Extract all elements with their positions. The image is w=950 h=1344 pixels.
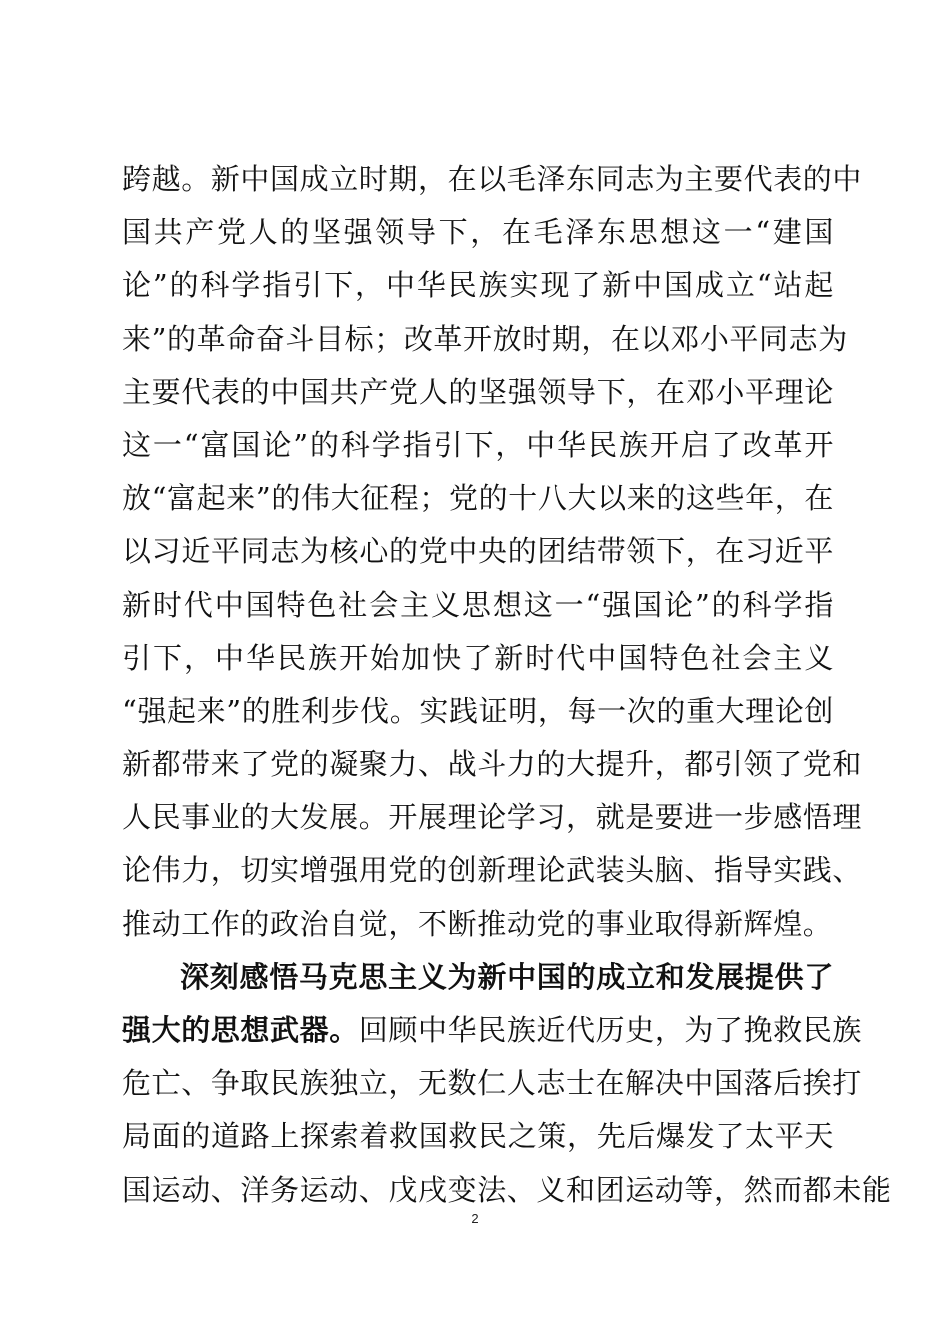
text-line: 新都带来了党的凝聚力、战斗力的大提升，都引领了党和 xyxy=(122,747,863,782)
text-line xyxy=(122,1004,863,1057)
text-line: 这一“富国论”的科学指引下，中华民族开启了改革开 xyxy=(122,427,834,462)
text-line: 以习近平同志为核心的党中央的团结带领下，在习近平 xyxy=(122,534,834,569)
text-line: 国运动、洋务运动、戊戌变法、义和团运动等，然而都未能 xyxy=(122,1172,892,1207)
body-text xyxy=(122,153,892,1217)
text-line: 引下，中华民族开始加快了新时代中国特色社会主义 xyxy=(122,640,834,675)
text-line: 论”的科学指引下，中华民族实现了新中国成立“站起 xyxy=(122,268,834,303)
text-line: 国共产党人的坚强领导下，在毛泽东思想这一“建国 xyxy=(122,215,834,250)
text-line: 放“富起来”的伟大征程；党的十八大以来的这些年，在 xyxy=(122,481,834,516)
text-line: 来”的革命奋斗目标；改革开放时期，在以邓小平同志为 xyxy=(122,321,848,356)
text-line: 危亡、争取民族独立，无数仁人志士在解决中国落后挨打 xyxy=(122,1066,863,1101)
text-line: 局面的道路上探索着救国救民之策，先后爆发了太平天 xyxy=(122,1119,834,1154)
text-line: “强起来”的胜利步伐。实践证明，每一次的重大理论创 xyxy=(122,693,834,728)
text-line: 人民事业的大发展。开展理论学习，就是要进一步感悟理 xyxy=(122,800,863,835)
section-heading-end: 强大的思想武器。 xyxy=(122,1013,359,1047)
text-segment: 回顾中华民族近代历史，为了挽救民族 xyxy=(358,1013,863,1047)
text-line: 跨越。新中国成立时期，在以毛泽东同志为主要代表的中 xyxy=(122,162,863,196)
text-line: 新时代中国特色社会主义思想这一“强国论”的科学指 xyxy=(122,587,834,622)
section-heading: 深刻感悟马克思主义为新中国的成立和发展提供了 xyxy=(180,959,834,994)
page-number: 2 xyxy=(471,1211,479,1226)
text-line: 推动工作的政治自觉，不断推动党的事业取得新辉煌。 xyxy=(122,906,833,941)
text-line: 主要代表的中国共产党人的坚强领导下，在邓小平理论 xyxy=(122,374,834,409)
text-line: 论伟力，切实增强用党的创新理论武装头脑、指导实践、 xyxy=(122,853,863,888)
